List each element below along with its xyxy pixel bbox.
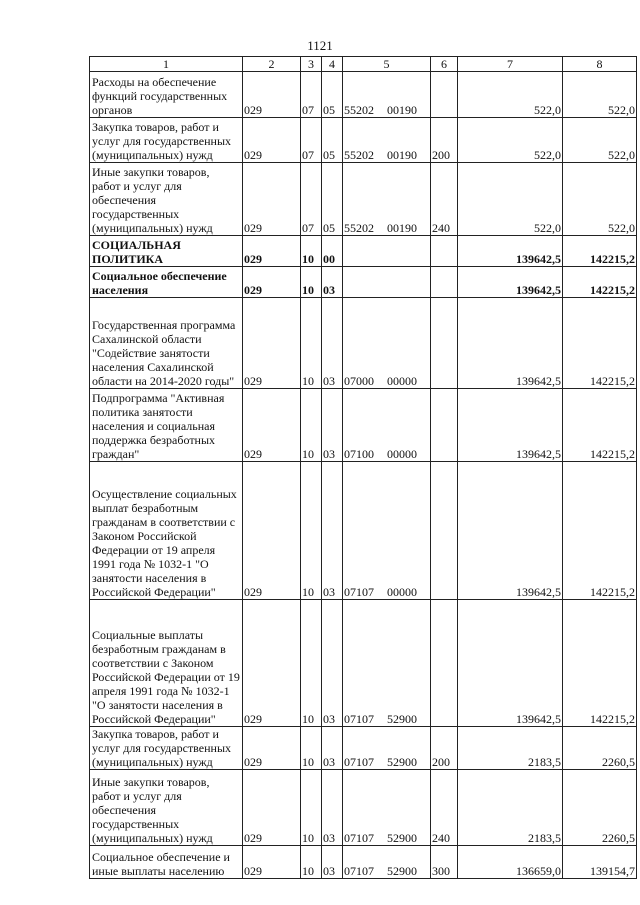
row-name: Расходы на обеспечение функций государственных органов bbox=[90, 72, 243, 118]
section-code: 10 bbox=[301, 389, 322, 462]
table-row bbox=[90, 298, 637, 389]
amount-year-2: 142215,2 bbox=[563, 462, 637, 600]
expense-type-code bbox=[431, 600, 458, 727]
amount-year-1: 139642,5 bbox=[458, 600, 563, 727]
row-name: Закупка товаров, работ и услуг для государственных (муниципальных) нужд bbox=[90, 118, 243, 163]
target-article-part-a: 07000 bbox=[344, 374, 374, 388]
table-row bbox=[90, 72, 637, 118]
col-header-1: 1 bbox=[90, 57, 243, 72]
amount-year-2: 522,0 bbox=[563, 163, 637, 236]
admin-code: 029 bbox=[243, 462, 301, 600]
page-number: 1121 bbox=[307, 38, 333, 53]
col-header-2: 2 bbox=[243, 57, 301, 72]
col-header-3: 3 bbox=[301, 57, 322, 72]
target-article-part-a: 07107 bbox=[344, 585, 374, 599]
amount-year-1: 2183,5 bbox=[458, 727, 563, 770]
table-row bbox=[90, 846, 637, 879]
section-code: 10 bbox=[301, 727, 322, 770]
target-article-code bbox=[343, 267, 431, 298]
target-article-part-b: 52900 bbox=[387, 755, 417, 769]
section-code: 10 bbox=[301, 462, 322, 600]
section-code: 10 bbox=[301, 236, 322, 267]
section-code: 07 bbox=[301, 72, 322, 118]
target-article-code bbox=[343, 600, 431, 727]
table-row bbox=[90, 236, 637, 267]
target-article-part-a: 55202 bbox=[344, 221, 374, 235]
target-article-code bbox=[343, 236, 431, 267]
section-code: 07 bbox=[301, 118, 322, 163]
subsection-code: 03 bbox=[322, 770, 343, 846]
subsection-code: 05 bbox=[322, 118, 343, 163]
col-header-4: 4 bbox=[322, 57, 343, 72]
target-article-code bbox=[343, 727, 431, 770]
amount-year-1: 139642,5 bbox=[458, 267, 563, 298]
admin-code: 029 bbox=[243, 163, 301, 236]
target-article-part-b: 52900 bbox=[387, 864, 417, 878]
admin-code: 029 bbox=[243, 389, 301, 462]
admin-code: 029 bbox=[243, 72, 301, 118]
admin-code: 029 bbox=[243, 298, 301, 389]
target-article-part-a: 07107 bbox=[344, 755, 374, 769]
row-name: Иные закупки товаров, работ и услуг для обеспечения государственных (муниципальных) нужд bbox=[90, 163, 243, 236]
amount-year-1: 136659,0 bbox=[458, 846, 563, 879]
row-name: СОЦИАЛЬНАЯ ПОЛИТИКА bbox=[90, 236, 243, 267]
expense-type-code: 200 bbox=[431, 727, 458, 770]
subsection-code: 03 bbox=[322, 389, 343, 462]
budget-table bbox=[89, 56, 637, 879]
target-article-part-a: 07100 bbox=[344, 447, 374, 461]
row-name: Закупка товаров, работ и услуг для государственных (муниципальных) нужд bbox=[90, 727, 243, 770]
amount-year-2: 139154,7 bbox=[563, 846, 637, 879]
amount-year-2: 142215,2 bbox=[563, 389, 637, 462]
target-article-part-a: 55202 bbox=[344, 148, 374, 162]
amount-year-1: 139642,5 bbox=[458, 389, 563, 462]
row-name: Социальное обеспечение населения bbox=[90, 267, 243, 298]
table-row bbox=[90, 600, 637, 727]
amount-year-1: 522,0 bbox=[458, 118, 563, 163]
target-article-part-b: 52900 bbox=[387, 831, 417, 845]
row-name: Иные закупки товаров, работ и услуг для обеспечения государственных (муниципальных) нужд bbox=[90, 770, 243, 846]
amount-year-2: 142215,2 bbox=[563, 267, 637, 298]
section-code: 10 bbox=[301, 770, 322, 846]
row-name: Социальное обеспечение и иные выплаты населению bbox=[90, 846, 243, 879]
target-article-code bbox=[343, 389, 431, 462]
expense-type-code: 240 bbox=[431, 163, 458, 236]
expense-type-code bbox=[431, 236, 458, 267]
row-name: Государственная программа Сахалинской области "Содействие занятости населения Сахалинской области на 2014-2020 годы" bbox=[90, 298, 243, 389]
section-code: 10 bbox=[301, 600, 322, 727]
subsection-code: 03 bbox=[322, 267, 343, 298]
expense-type-code: 240 bbox=[431, 770, 458, 846]
amount-year-1: 2183,5 bbox=[458, 770, 563, 846]
amount-year-2: 522,0 bbox=[563, 72, 637, 118]
amount-year-2: 2260,5 bbox=[563, 770, 637, 846]
table-row bbox=[90, 727, 637, 770]
target-article-code bbox=[343, 462, 431, 600]
expense-type-code bbox=[431, 389, 458, 462]
amount-year-1: 522,0 bbox=[458, 163, 563, 236]
table-row bbox=[90, 462, 637, 600]
amount-year-2: 142215,2 bbox=[563, 600, 637, 727]
table-row bbox=[90, 118, 637, 163]
admin-code: 029 bbox=[243, 267, 301, 298]
target-article-code bbox=[343, 163, 431, 236]
row-name: Подпрограмма "Активная политика занятости населения и социальная поддержка безработных граждан" bbox=[90, 389, 243, 462]
amount-year-1: 139642,5 bbox=[458, 462, 563, 600]
expense-type-code bbox=[431, 72, 458, 118]
amount-year-1: 139642,5 bbox=[458, 298, 563, 389]
amount-year-2: 142215,2 bbox=[563, 298, 637, 389]
subsection-code: 00 bbox=[322, 236, 343, 267]
section-code: 10 bbox=[301, 267, 322, 298]
subsection-code: 03 bbox=[322, 462, 343, 600]
amount-year-2: 522,0 bbox=[563, 118, 637, 163]
target-article-part-b: 00000 bbox=[387, 447, 417, 461]
section-code: 10 bbox=[301, 298, 322, 389]
admin-code: 029 bbox=[243, 236, 301, 267]
expense-type-code: 300 bbox=[431, 846, 458, 879]
col-header-5: 5 bbox=[343, 57, 431, 72]
amount-year-1: 522,0 bbox=[458, 72, 563, 118]
target-article-code bbox=[343, 72, 431, 118]
table-row bbox=[90, 267, 637, 298]
subsection-code: 03 bbox=[322, 846, 343, 879]
col-header-7: 7 bbox=[458, 57, 563, 72]
admin-code: 029 bbox=[243, 600, 301, 727]
target-article-part-b: 00190 bbox=[387, 103, 417, 117]
expense-type-code bbox=[431, 462, 458, 600]
target-article-code bbox=[343, 118, 431, 163]
expense-type-code bbox=[431, 298, 458, 389]
amount-year-1: 139642,5 bbox=[458, 236, 563, 267]
subsection-code: 03 bbox=[322, 600, 343, 727]
header-row bbox=[90, 57, 637, 72]
expense-type-code: 200 bbox=[431, 118, 458, 163]
admin-code: 029 bbox=[243, 770, 301, 846]
target-article-part-b: 00190 bbox=[387, 148, 417, 162]
col-header-6: 6 bbox=[431, 57, 458, 72]
admin-code: 029 bbox=[243, 727, 301, 770]
section-code: 07 bbox=[301, 163, 322, 236]
row-name: Осуществление социальных выплат безработным гражданам в соответствии с Законом Российской Федерации от 19 апреля 1991 года № 1032-1 "О занятости населения в Российской Федерации" bbox=[90, 462, 243, 600]
target-article-part-a: 07107 bbox=[344, 864, 374, 878]
expense-type-code bbox=[431, 267, 458, 298]
subsection-code: 05 bbox=[322, 72, 343, 118]
admin-code: 029 bbox=[243, 118, 301, 163]
target-article-code bbox=[343, 298, 431, 389]
target-article-code bbox=[343, 770, 431, 846]
target-article-part-b: 00000 bbox=[387, 374, 417, 388]
col-header-8: 8 bbox=[563, 57, 637, 72]
admin-code: 029 bbox=[243, 846, 301, 879]
table-row bbox=[90, 163, 637, 236]
row-name: Социальные выплаты безработным гражданам в соответствии с Законом Российской Федерации от 19 апреля 1991 года № 1032-1 "О занятости населения в Российской Федерации" bbox=[90, 600, 243, 727]
target-article-part-a: 07107 bbox=[344, 831, 374, 845]
amount-year-2: 2260,5 bbox=[563, 727, 637, 770]
target-article-part-b: 52900 bbox=[387, 712, 417, 726]
table-row bbox=[90, 389, 637, 462]
target-article-part-a: 07107 bbox=[344, 712, 374, 726]
target-article-part-b: 00000 bbox=[387, 585, 417, 599]
subsection-code: 03 bbox=[322, 727, 343, 770]
subsection-code: 03 bbox=[322, 298, 343, 389]
section-code: 10 bbox=[301, 846, 322, 879]
table-row bbox=[90, 770, 637, 846]
target-article-code bbox=[343, 846, 431, 879]
amount-year-2: 142215,2 bbox=[563, 236, 637, 267]
target-article-part-b: 00190 bbox=[387, 221, 417, 235]
subsection-code: 05 bbox=[322, 163, 343, 236]
target-article-part-a: 55202 bbox=[344, 103, 374, 117]
